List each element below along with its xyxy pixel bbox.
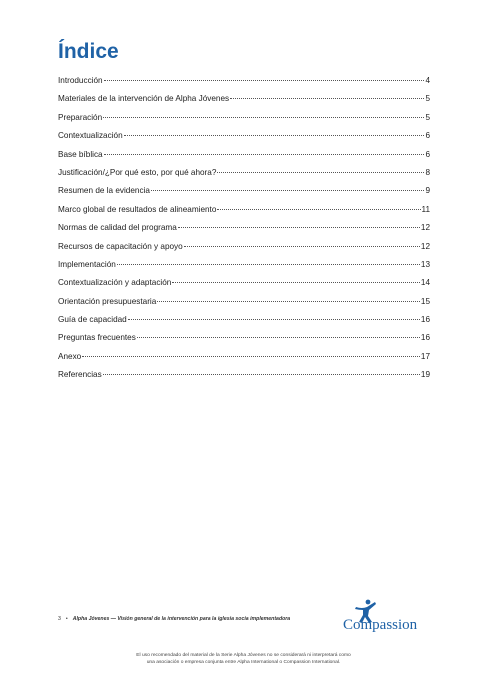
compassion-logo [342,598,438,632]
toc-entry-page-number: 8 [425,167,430,177]
toc-dot-leader [230,98,424,99]
toc-dot-leader [104,80,425,81]
toc-entry-page-number: 14 [420,278,430,288]
table-of-contents [58,76,430,389]
toc-entry-page-number: 6 [425,149,430,159]
toc-entry-label: Justificación/¿Por qué esto, por qué ahora? [58,167,217,177]
footer-page-number: 3 [58,616,61,622]
toc-dot-leader [151,190,425,191]
footer-document-title: Alpha Jóvenes — Visión general de la intervención para la iglesia socia implementadora [72,616,291,622]
toc-entry[interactable] [58,131,430,149]
toc-entry-label: Marco global de resultados de alineamiento [58,204,217,214]
toc-entry-label: Recursos de capacitación y apoyo [58,241,183,251]
toc-dot-leader [124,135,425,136]
toc-dot-leader [184,246,420,247]
toc-entry[interactable] [58,278,430,296]
toc-entry-label: Implementación [58,259,116,269]
toc-entry-page-number: 13 [420,259,430,269]
toc-entry[interactable] [58,150,430,168]
toc-entry-page-number: 11 [421,204,430,214]
toc-entry[interactable] [58,370,430,388]
logo-wordmark: Compassion [343,617,418,632]
toc-dot-leader [137,337,420,338]
toc-entry[interactable] [58,113,430,131]
toc-dot-leader [172,282,420,283]
toc-dot-leader [82,356,420,357]
toc-dot-leader [117,264,420,265]
toc-entry-page-number: 17 [420,351,430,361]
page-title: Índice [58,40,119,63]
toc-entry[interactable] [58,260,430,278]
toc-entry-label: Guía de capacidad [58,315,127,325]
footer-disclaimer [100,652,387,666]
toc-entry[interactable] [58,186,430,204]
footer [58,616,290,622]
toc-entry-label: Normas de calidad del programa [58,223,177,233]
toc-entry-label: Introducción [58,76,103,85]
toc-entry-label: Resumen de la evidencia [58,186,150,196]
toc-entry-page-number: 15 [420,296,430,306]
toc-entry[interactable] [58,205,430,223]
toc-entry-page-number: 12 [420,223,430,233]
toc-entry[interactable] [58,297,430,315]
toc-dot-leader [128,319,420,320]
toc-entry-label: Materiales de la intervención de Alpha Jóvenes [58,94,230,104]
toc-dot-leader [157,301,420,302]
toc-entry-label: Anexo [58,351,82,361]
toc-dot-leader [178,227,420,228]
toc-dot-leader [217,172,424,173]
toc-entry[interactable] [58,76,430,94]
toc-entry-label: Preguntas frecuentes [58,333,136,343]
toc-entry[interactable] [58,168,430,186]
toc-entry-page-number: 12 [420,241,430,251]
toc-entry-label: Referencias [58,370,102,380]
toc-dot-leader [103,117,424,118]
toc-entry[interactable] [58,223,430,241]
toc-entry-label: Base bíblica [58,149,103,159]
toc-entry-label: Contextualización [58,131,123,141]
toc-entry-page-number: 5 [425,94,430,104]
toc-entry[interactable] [58,242,430,260]
toc-entry-label: Preparación [58,112,103,122]
toc-entry[interactable] [58,94,430,112]
toc-dot-leader [217,209,420,210]
toc-entry[interactable] [58,333,430,351]
toc-entry-page-number: 6 [425,131,430,141]
toc-entry[interactable] [58,352,430,370]
disclaimer-line-1: El uso recomendado del material de la Serie Alpha Jóvenes no se considerará ni interpretará como [136,653,351,658]
toc-entry-page-number: 16 [420,333,430,343]
toc-entry-page-number: 5 [425,112,430,122]
toc-dot-leader [104,154,425,155]
toc-entry-page-number: 19 [420,370,430,380]
toc-entry[interactable] [58,315,430,333]
disclaimer-line-2: una asociación o empresa conjunta entre Alpha International o Compassion International. [146,660,341,665]
toc-entry-page-number: 16 [420,315,430,325]
toc-entry-label: Contextualización y adaptación [58,278,172,288]
footer-bullet: • [65,616,68,622]
toc-entry-page-number: 9 [425,186,430,196]
toc-entry-page-number: 4 [425,76,430,85]
toc-entry-label: Orientación presupuestaria [58,296,157,306]
toc-dot-leader [103,374,420,375]
